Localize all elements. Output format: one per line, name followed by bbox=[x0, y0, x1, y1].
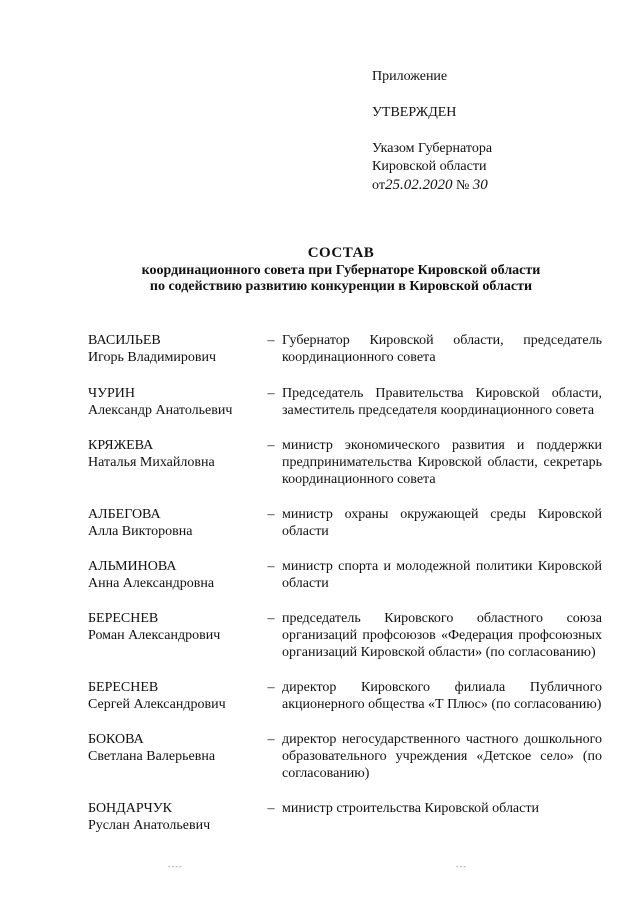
decree-line-1: Указом Губернатора bbox=[372, 141, 493, 156]
member-surname: ЧУРИН bbox=[88, 386, 136, 401]
appendix-label: Приложение bbox=[372, 69, 448, 84]
member-surname: БЕРЕСНЕВ bbox=[88, 680, 159, 695]
member-name bbox=[88, 385, 260, 419]
member-given-name: Сергей Александрович bbox=[88, 697, 226, 712]
decree-line-2: Кировской области bbox=[372, 159, 487, 174]
handwritten-number: 30 bbox=[472, 177, 488, 193]
approved-label: УТВЕРЖДЕН bbox=[372, 105, 457, 120]
member-name bbox=[88, 679, 260, 713]
member-row bbox=[88, 731, 602, 782]
member-name bbox=[88, 800, 260, 834]
footer-mark-right: --- bbox=[456, 862, 467, 871]
member-surname: БОНДАРЧУК bbox=[88, 801, 172, 816]
member-name bbox=[88, 731, 260, 782]
member-role: Председатель Правительства Кировской области, заместитель председателя координационного совета bbox=[282, 386, 602, 418]
member-dash: – bbox=[267, 507, 275, 522]
member-dash: – bbox=[267, 611, 275, 626]
date-prefix: от bbox=[372, 178, 385, 193]
member-name bbox=[88, 437, 260, 488]
member-surname: ВАСИЛЬЕВ bbox=[88, 333, 161, 348]
member-given-name: Роман Александрович bbox=[88, 628, 221, 643]
member-given-name: Светлана Валерьевна bbox=[88, 749, 216, 764]
heading-line-1: координационного совета при Губернаторе Кировской области bbox=[141, 263, 541, 278]
member-given-name: Анна Александровна bbox=[88, 576, 215, 591]
member-dash: – bbox=[267, 333, 275, 348]
member-row bbox=[88, 437, 602, 488]
member-dash: – bbox=[267, 438, 275, 453]
member-name bbox=[88, 332, 260, 366]
member-role: министр экономического развития и поддержки предпринимательства Кировской области, секретарь координационного совета bbox=[282, 438, 602, 487]
number-label: № bbox=[455, 178, 470, 193]
member-row bbox=[88, 332, 602, 366]
member-given-name: Александр Анатольевич bbox=[88, 403, 233, 418]
member-name bbox=[88, 610, 260, 661]
member-role: председатель Кировского областного союза организаций профсоюзов «Федерация профсоюзных организаций Кировской области» (по согласованию) bbox=[282, 611, 602, 660]
heading-title: СОСТАВ bbox=[307, 245, 375, 261]
member-surname: АЛЬМИНОВА bbox=[88, 559, 177, 574]
member-role: министр строительства Кировской области bbox=[282, 801, 539, 816]
member-row bbox=[88, 679, 602, 713]
member-role: Губернатор Кировской области, председатель координационного совета bbox=[282, 333, 602, 365]
member-role: министр охраны окружающей среды Кировской области bbox=[282, 507, 602, 539]
member-name bbox=[88, 558, 260, 592]
handwritten-date: 25.02.2020 bbox=[384, 177, 453, 193]
member-given-name: Руслан Анатольевич bbox=[88, 818, 211, 833]
member-row bbox=[88, 506, 602, 540]
member-row bbox=[88, 610, 602, 661]
member-dash: – bbox=[267, 559, 275, 574]
member-given-name: Наталья Михайловна bbox=[88, 455, 215, 470]
member-name bbox=[88, 506, 260, 540]
member-surname: АЛБЕГОВА bbox=[88, 507, 161, 522]
member-surname: КРЯЖЕВА bbox=[88, 438, 154, 453]
member-dash: – bbox=[267, 801, 275, 816]
approval-block bbox=[372, 68, 492, 195]
decree-date-line bbox=[372, 176, 492, 195]
member-surname: БОКОВА bbox=[88, 732, 144, 747]
member-dash: – bbox=[267, 680, 275, 695]
member-given-name: Игорь Владимирович bbox=[88, 350, 217, 365]
member-given-name: Алла Викторовна bbox=[88, 524, 193, 539]
members-list bbox=[88, 332, 602, 834]
member-role: директор негосударственного частного дошкольного образовательного учреждения «Детское село» (по согласованию) bbox=[282, 732, 602, 781]
member-role: министр спорта и молодежной политики Кировской области bbox=[282, 559, 602, 591]
member-dash: – bbox=[267, 732, 275, 747]
member-row bbox=[88, 385, 602, 419]
member-row bbox=[88, 558, 602, 592]
footer-mark-left: ---- bbox=[168, 862, 183, 871]
heading-line-2: по содействию развитию конкуренции в Кировской области bbox=[149, 279, 533, 294]
document-heading bbox=[80, 245, 602, 295]
member-role: директор Кировского филиала Публичного акционерного общества «Т Плюс» (по согласованию) bbox=[282, 680, 602, 712]
member-row bbox=[88, 800, 602, 834]
member-surname: БЕРЕСНЕВ bbox=[88, 611, 159, 626]
member-dash: – bbox=[267, 386, 275, 401]
